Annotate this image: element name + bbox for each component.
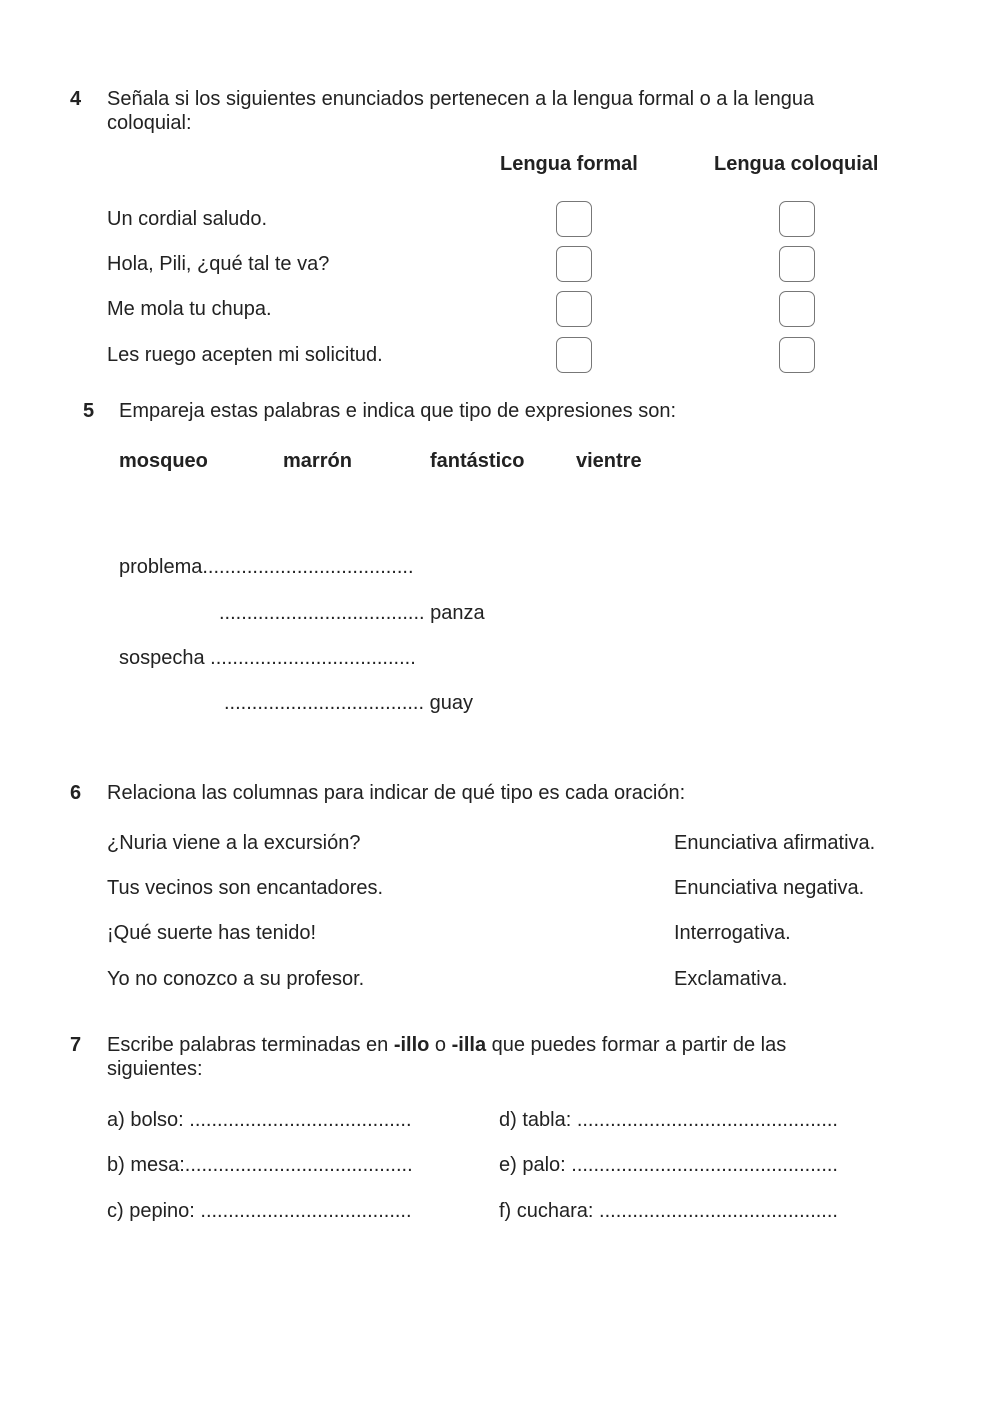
sentence-4[interactable]: Yo no conozco a su profesor. — [107, 968, 365, 990]
answer-line-c[interactable]: c) pepino: ...................................... — [107, 1200, 412, 1222]
word-4: vientre — [576, 450, 642, 472]
sentence-2[interactable]: Tus vecinos son encantadores. — [107, 877, 384, 899]
exercise-4-prompt-line1: Señala si los siguientes enunciados pertenecen a la lengua formal o a la lengua — [107, 88, 815, 110]
checkbox-coloquial-2[interactable] — [779, 246, 815, 282]
answer-line-a[interactable]: a) bolso: ........................................ — [107, 1109, 412, 1131]
checkbox-formal-1[interactable] — [556, 201, 592, 237]
answer-line-f[interactable]: f) cuchara: ........................................... — [499, 1200, 838, 1222]
type-4[interactable]: Exclamativa. — [674, 968, 788, 990]
exercise-4-prompt-line2: coloquial: — [107, 112, 192, 134]
column-header-coloquial: Lengua coloquial — [714, 153, 879, 175]
exercise-4-number: 4 — [70, 88, 82, 110]
exercise-6-number: 6 — [70, 782, 82, 804]
column-header-formal: Lengua formal — [500, 153, 638, 175]
exercise-7-prompt-line2: siguientes: — [107, 1058, 203, 1080]
pair-line-sospecha[interactable]: sospecha ..................................... — [119, 647, 416, 669]
type-3[interactable]: Interrogativa. — [674, 922, 791, 944]
pair-line-panza[interactable]: ..................................... panza — [219, 602, 485, 624]
exercise-5-number: 5 — [83, 400, 95, 422]
sentence-3[interactable]: ¡Qué suerte has tenido! — [107, 922, 317, 944]
checkbox-coloquial-1[interactable] — [779, 201, 815, 237]
pair-line-guay[interactable]: .................................... guay — [224, 692, 473, 714]
exercise-7-number: 7 — [70, 1034, 82, 1056]
exercise-5-prompt: Empareja estas palabras e indica que tipo de expresiones son: — [119, 400, 677, 422]
checkbox-coloquial-4[interactable] — [779, 337, 815, 373]
type-2[interactable]: Enunciativa negativa. — [674, 877, 865, 899]
checkbox-formal-3[interactable] — [556, 291, 592, 327]
word-2: marrón — [283, 450, 352, 472]
pair-line-problema[interactable]: problema...................................... — [119, 556, 414, 578]
checkbox-formal-4[interactable] — [556, 337, 592, 373]
checkbox-formal-2[interactable] — [556, 246, 592, 282]
statement-2: Hola, Pili, ¿qué tal te va? — [107, 253, 330, 275]
type-1[interactable]: Enunciativa afirmativa. — [674, 832, 876, 854]
exercise-7-prompt-line1: Escribe palabras terminadas en -illo o -illa que puedes formar a partir de las — [107, 1034, 787, 1056]
exercise-6-prompt: Relaciona las columnas para indicar de qué tipo es cada oración: — [107, 782, 686, 804]
answer-line-b[interactable]: b) mesa:......................................... — [107, 1154, 413, 1176]
answer-line-e[interactable]: e) palo: ................................................ — [499, 1154, 838, 1176]
sentence-1[interactable]: ¿Nuria viene a la excursión? — [107, 832, 361, 854]
word-1: mosqueo — [119, 450, 208, 472]
statement-4: Les ruego acepten mi solicitud. — [107, 344, 383, 366]
statement-1: Un cordial saludo. — [107, 208, 268, 230]
statement-3: Me mola tu chupa. — [107, 298, 272, 320]
word-3: fantástico — [430, 450, 525, 472]
answer-line-d[interactable]: d) tabla: ............................................... — [499, 1109, 838, 1131]
checkbox-coloquial-3[interactable] — [779, 291, 815, 327]
